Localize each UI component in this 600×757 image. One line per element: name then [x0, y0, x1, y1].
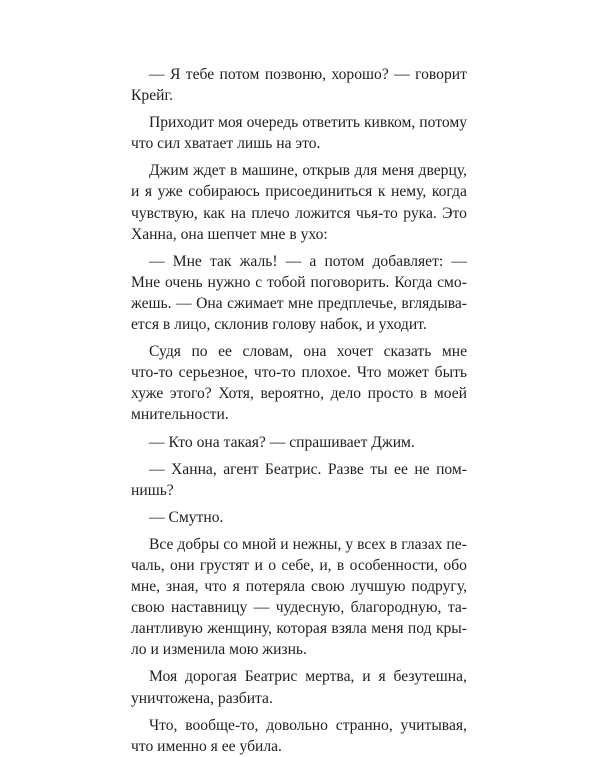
text-line: уничтожена, разбита. — [131, 689, 273, 707]
text-line: жешь. — Она сжимает мне предплечье, вглядыва- — [131, 294, 467, 312]
text-line: нишь? — [131, 481, 174, 499]
paragraph-5 — [131, 341, 467, 425]
text-line: что-то серьезное, что-то плохое. Что может быть — [131, 364, 467, 382]
text-line: — Кто она такая? — спрашивает Джим. — [149, 433, 415, 451]
paragraph-11 — [131, 715, 467, 757]
text-line: — Я тебе потом позвоню, хорошо? — говорит — [149, 66, 467, 83]
text-line: свою наставницу — чудесную, благородную, та- — [131, 599, 467, 617]
text-line: лантливую женщину, которая взяла меня под кры- — [131, 620, 467, 638]
text-line: — Мне так жаль! — а потом добавляет: — — [149, 252, 467, 270]
text-line: и я уже собираюсь присоединиться к нему, когда — [131, 183, 467, 201]
paragraph-10 — [131, 666, 467, 708]
text-line: ется в лицо, склонив голову набок, и уходит. — [131, 316, 427, 334]
paragraph-1 — [131, 64, 467, 106]
text-line: Все добры со мной и нежны, у всех в глазах пе- — [149, 535, 467, 553]
text-line: мнительности. — [131, 406, 229, 424]
text-line: ло и изменила мою жизнь. — [131, 641, 307, 659]
text-line: Ханна, она шепчет мне в ухо: — [131, 225, 328, 243]
text-line: Джим ждет в машине, открыв для меня дверцу, — [149, 162, 467, 180]
text-line: Моя дорогая Беатрис мертва, и я безутешна, — [149, 668, 467, 686]
paragraph-6 — [131, 432, 467, 453]
text-line: Приходит моя очередь ответить кивком, потому — [149, 114, 467, 132]
text-line: мне, зная, что я потеряла свою лучшую подругу, — [131, 578, 467, 596]
paragraph-7 — [131, 459, 467, 501]
paragraph-9 — [131, 534, 467, 661]
text-line: что именно я ее убила. — [131, 737, 282, 755]
text-line: чувствую, как на плечо ложится чья-то рука. Это — [131, 204, 467, 222]
page-text — [131, 64, 467, 757]
text-line: чаль, они грустят и о себе, и, в особенности, обо — [131, 556, 467, 574]
text-line: Крейг. — [131, 87, 173, 105]
text-line: — Ханна, агент Беатрис. Разве ты ее не пом- — [149, 460, 467, 478]
text-line: хуже этого? Хотя, вероятно, дело просто в моей — [131, 385, 467, 403]
text-line: что сил хватает лишь на это. — [131, 135, 321, 153]
paragraph-8 — [131, 507, 467, 528]
paragraph-3 — [131, 160, 467, 244]
paragraph-4 — [131, 251, 467, 335]
text-line: — Смутно. — [149, 508, 224, 526]
text-line: Что, вообще-то, довольно странно, учитывая, — [149, 716, 467, 734]
text-line: Мне очень нужно с тобой поговорить. Когда смо- — [131, 273, 467, 291]
text-line: Судя по ее словам, она хочет сказать мне — [149, 343, 467, 361]
paragraph-2 — [131, 112, 467, 154]
